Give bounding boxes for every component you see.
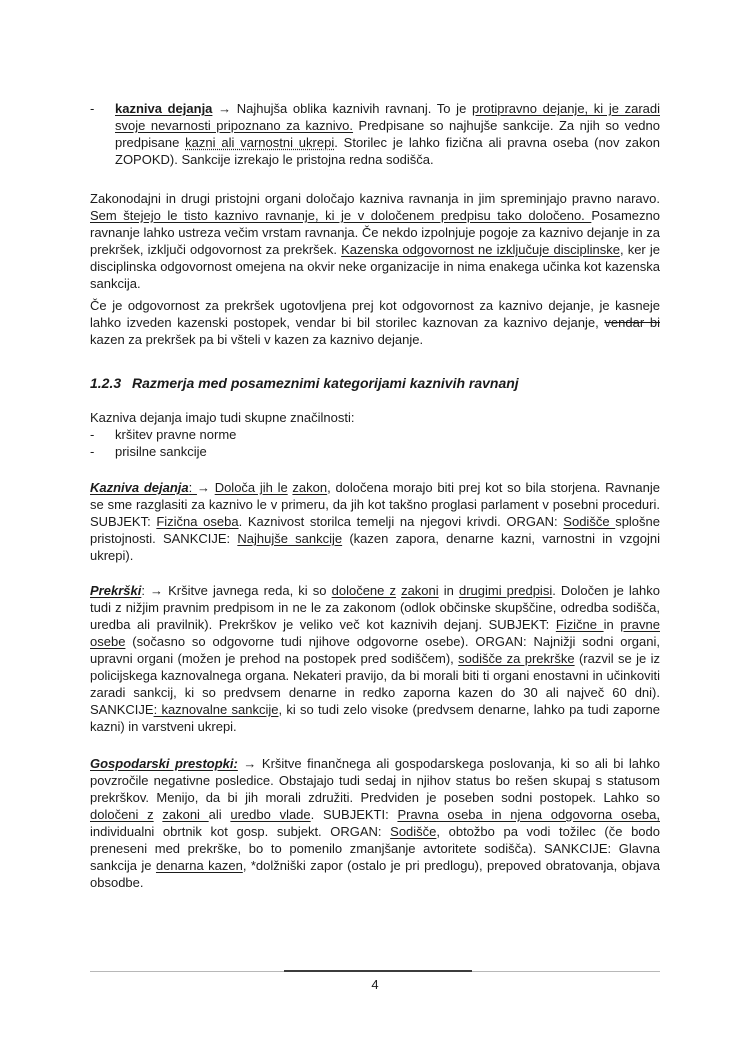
text-run: drugimi predpisi (458, 583, 553, 598)
text-run: Pravna oseba in njena odgovorna oseba, (397, 807, 660, 822)
text-run: zakon (292, 480, 328, 495)
page-number: 4 (371, 977, 379, 992)
text-run: → Najhujša oblika kaznivih ravnanj. To je (212, 101, 472, 116)
text-run: (kazen zapora, denarne kazni, varnostni in vzgojni ukrepi). (90, 531, 660, 563)
paragraph-text (90, 756, 660, 890)
text-run: zakoni (401, 583, 439, 598)
bullet-marker: - (90, 101, 95, 116)
text-run: Sodišče (563, 514, 616, 529)
text-run: Fizične (555, 617, 604, 632)
text-run: določene z (331, 583, 396, 598)
paragraph-kazniva-dejanja-bullet (90, 100, 660, 168)
paragraph-kazniva-dejanja-definicija (90, 479, 660, 564)
bullet-marker: - (90, 444, 95, 459)
footer-divider (90, 971, 660, 972)
text-run: , *dolžniški zapor (ostalo je pri predlogu), prepoved obratovanja, objava obsodbe. (90, 858, 660, 890)
paragraph-skupne-znacilnosti-intro (90, 409, 660, 426)
text-run: Gospodarski prestopki: (90, 756, 238, 771)
bullet-marker: - (90, 427, 95, 442)
text-run: Prekrški (90, 583, 142, 598)
text-run: kazen za prekršek pa bi všteli v kazen za kaznivo dejanje. (90, 332, 424, 347)
text-run: , ki so tudi zelo visoke (predvsem denarne, lahko pa tudi zaporne kazni) in varstveni ukrepi. (90, 702, 660, 734)
text-run: Zakonodajni in drugi pristojni organi določajo kazniva ravnanja in jim spreminjajo pravno naravo. (90, 191, 660, 206)
text-run: Če je odgovornost za prekršek ugotovljena prej kot odgovornost za kaznivo dejanje, je kasneje lahko izveden kazenski postopek, vendar bi bil storilec kaznovan za kaznivo dejanje, (90, 298, 660, 330)
paragraph-gospodarski-prestopki-definicija (90, 755, 660, 891)
text-run: splošne pristojnosti. SANKCIJE: (90, 514, 660, 546)
text-run: : → Kršitve javnega reda, ki so (141, 583, 332, 598)
text-run: Določa jih le (214, 480, 288, 495)
document-content (90, 100, 660, 891)
section-heading-1-2-3 (90, 374, 660, 392)
paragraph-text (90, 298, 660, 347)
text-run: , obtožbo pa vodi tožilec (če bodo preneseni med prekrške, bo to pomenilo zmanjšanje avtoritete sodišča). SANKCIJE: Glavna sankcija je (90, 824, 660, 873)
text-run: kazni ali varnostni ukrepi (185, 135, 335, 150)
text-run: Sodišče (390, 824, 437, 839)
paragraph-odgovornost-za-prekrsek (90, 297, 660, 348)
text-run: in (438, 583, 459, 598)
paragraph-prekrski-definicija (90, 582, 660, 735)
text-run: → Kršitve finančnega ali gospodarskega poslovanja, ki so ali bi lahko povzročile negativne posledice. Obstajajo tudi sedaj in njihov status bo rešen skupaj s statusom prekrškov. Menijo, da bi jih morali združiti. Predviden je poseben sodni postopek. Lahko so (90, 756, 660, 805)
text-run: Predpisane so najhujše sankcije. Za njih so vedno predpisane (115, 118, 660, 150)
text-run: : kaznovalne sankcije (153, 702, 279, 717)
list-item-krsitev (90, 426, 660, 443)
text-run: določeni z (90, 807, 154, 822)
text-run: ali (208, 807, 231, 822)
list-item-prisilne (90, 443, 660, 460)
heading-text: Razmerja med posameznimi kategorijami kaznivih ravnanj (132, 375, 519, 391)
paragraph-text: Kazniva dejanja imajo tudi skupne značilnosti: (90, 410, 355, 425)
heading-number: 1.2.3 (90, 375, 122, 391)
text-run: , ker je disciplinska odgovornost omejena na okvir neke organizacije in nima enakega učinka kot kazenska sankcija. (90, 242, 660, 291)
text-run: protipravno dejanje, ki je zaradi svoje nevarnosti pripoznano za kaznivo. (115, 101, 660, 133)
paragraph-text (90, 480, 660, 563)
text-run: zakoni (162, 807, 209, 822)
paragraph-text (115, 101, 660, 167)
footer-divider-dark-segment (284, 970, 472, 972)
text-run: . Kaznivost storilca temelji na njegovi krivdi. ORGAN: (238, 514, 564, 529)
page-footer (90, 971, 660, 993)
text-run: Kazniva dejanja (90, 480, 189, 495)
text-run: → (196, 480, 215, 495)
text-run: individualni obrtnik kot gosp. subjekt. ORGAN: (90, 824, 391, 839)
text-run: Fizična oseba (156, 514, 239, 529)
text-run: (sočasno so odgovorne tudi njihove odgovorne osebe). ORGAN: Najnižji sodni organi, upravni organi (možen je prehod na postopek pred sodiščem), (90, 634, 660, 666)
paragraph-text (90, 583, 660, 734)
paragraph-text (90, 191, 660, 291)
list-item-text: prisilne sankcije (115, 444, 207, 459)
text-run: Sem štejejo le tisto kaznivo ravnanje, ki je v določenem predpisu tako določeno. (90, 208, 592, 223)
text-run: denarna kazen (155, 858, 243, 873)
text-run: (razvil se je iz policijskega kaznovalnega organa. Nekateri pravijo, da bi morali biti ti organi enostavni in učinkoviti zaradi sankcij, ki so predvsem denarne in redko zaporna kazen do 30 ali največ 60 dni). SANKCIJE (90, 651, 660, 717)
text-run: . SUBJEKTI: (310, 807, 398, 822)
text-run: . Določen je lahko tudi z nižjim pravnim predpisom in ne le za zakonom (odlok občinske skupščine, odredba sodišča, uredba ali pravilnik). Prekrškov je veliko več kot kaznivih dejanj. SUBJEKT: (90, 583, 660, 632)
text-run: pravne osebe (90, 617, 660, 649)
text-run: , določena morajo biti prej kot so bila storjena. Ravnanje se sme razglasiti za kaznivo le v primeru, da jih kot takšno proglasi parlament v posebni proceduri. SUBJEKT: (90, 480, 660, 529)
text-run: uredbo vlade (230, 807, 311, 822)
text-run: : (188, 480, 197, 495)
text-run: vendar bi (604, 315, 660, 330)
text-run: Kazenska odgovornost ne izključuje disciplinske (341, 242, 620, 257)
paragraph-zakonodajni-organi (90, 190, 660, 292)
text-run: Najhujše sankcije (237, 531, 343, 546)
list-item-text: kršitev pravne norme (115, 427, 237, 442)
text-run: sodišče za prekrške (458, 651, 575, 666)
text-run: Posamezno ravnanje lahko ustreza večim vrstam ravnanja. Če nekdo izpolnjuje pogoje za kaznivo dejanje in za prekršek, izključi odgovornost za prekršek. (90, 208, 660, 257)
text-run: in (603, 617, 621, 632)
text-run: . Storilec je lahko fizična ali pravna oseba (nov zakon ZOPOKD). Sankcije izrekajo le pristojna redna sodišča. (115, 135, 660, 167)
text-run: kazniva dejanja (115, 101, 213, 116)
